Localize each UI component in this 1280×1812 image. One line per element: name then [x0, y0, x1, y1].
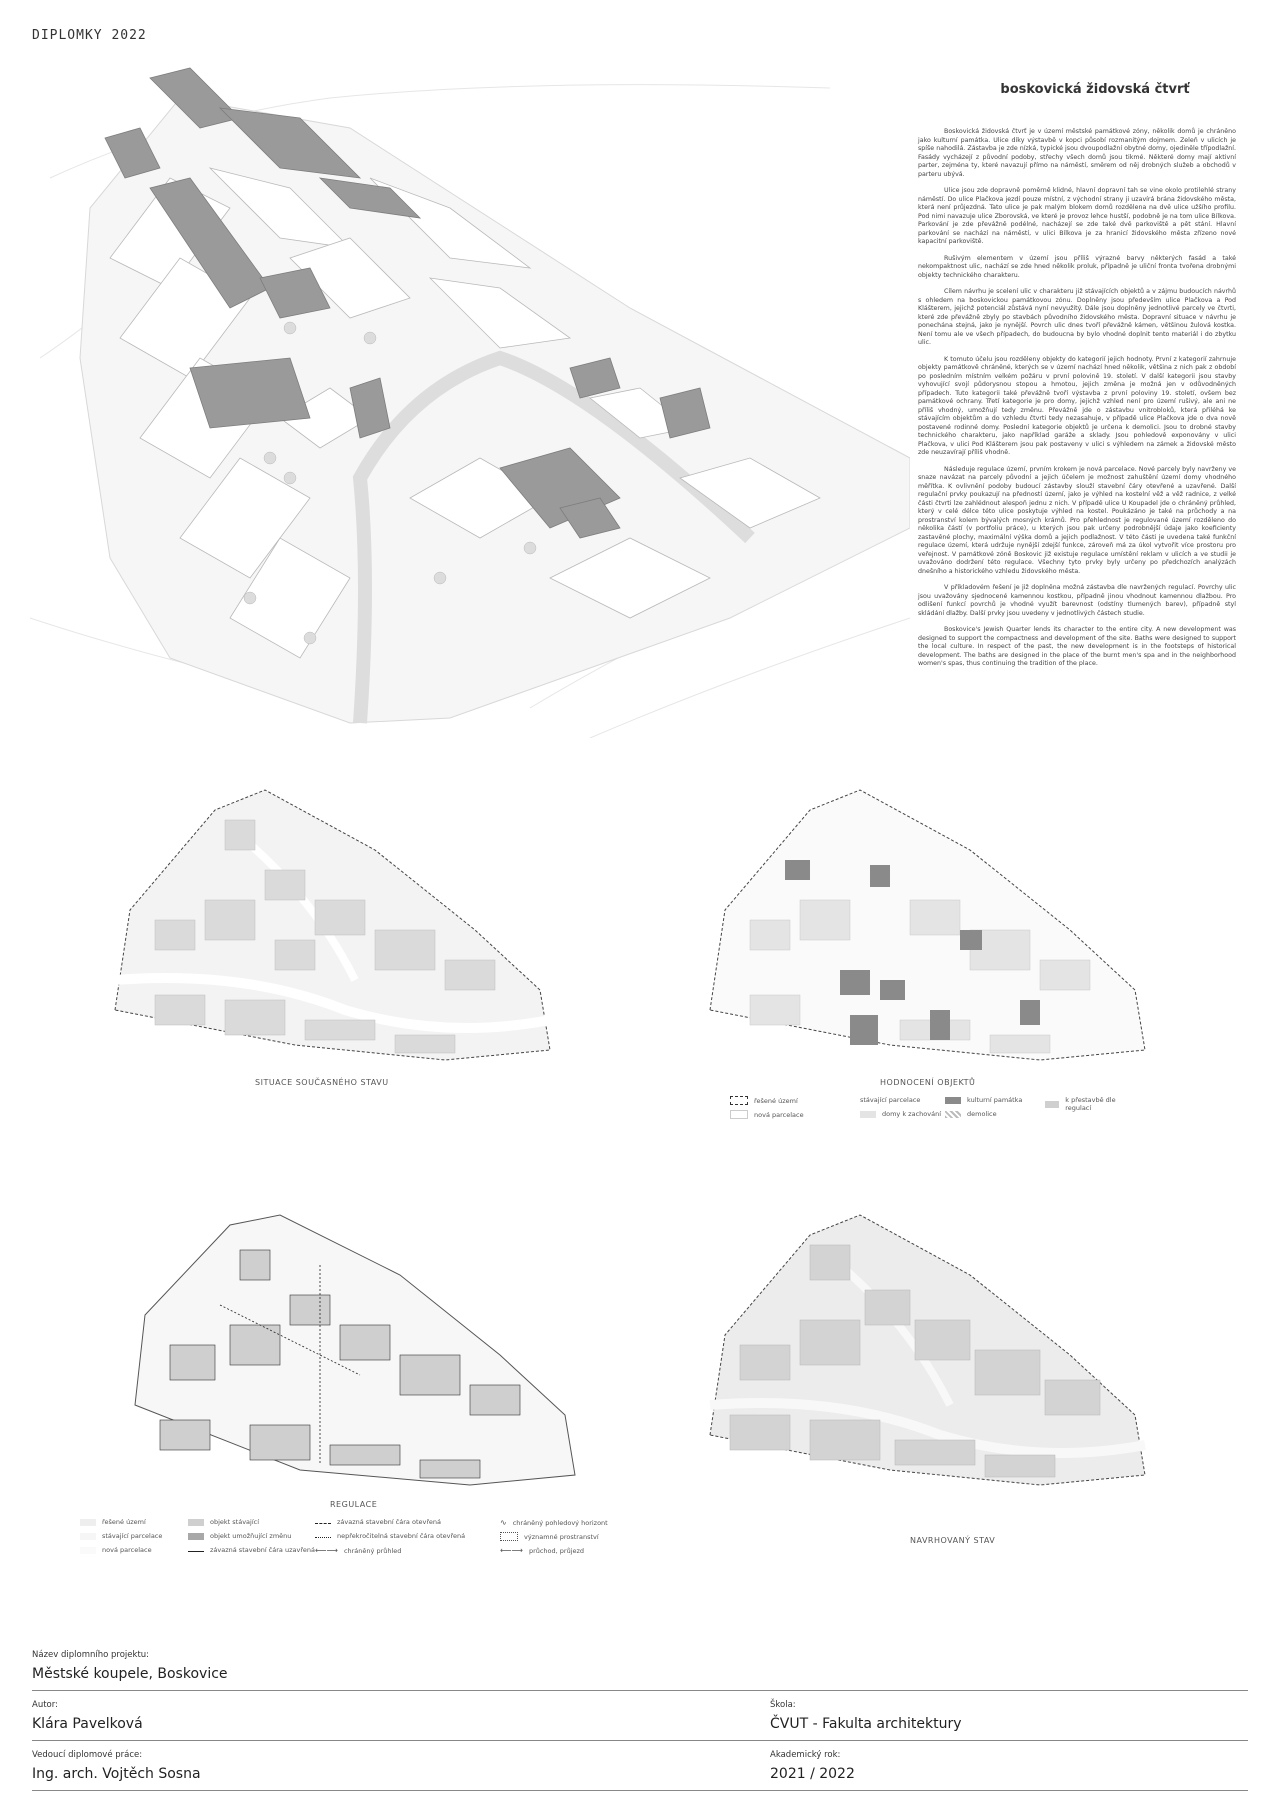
legend-item: objekt stávající — [188, 1518, 259, 1526]
article-title: boskovická židovská čtvrť — [1000, 82, 1190, 97]
map-current-caption: SITUACE SOUČASNÉHO STAVU — [255, 1078, 389, 1087]
map-proposed-state — [690, 1205, 1160, 1495]
legend-item: ⟵⟶ chráněný průhled — [315, 1546, 402, 1555]
article-body — [918, 128, 1236, 677]
article-paragraph: V příkladovém řešení je již doplněna možná zástavba dle navržených regulací. Povrchy ulic jsou uvažovány sjednocené kamennou kostkou, případně jinou vhodnout kamennou dlažbou. Pro odlišení funkcí povrchů je vhodné využít barevnost (odstíny tlumených barev), případně styl skládání dlažby. Další prvky jsou uvedeny v jednotlivých částech studie. — [918, 584, 1236, 617]
article-paragraph: Následuje regulace území, prvním krokem je nová parcelace. Nové parcely byly navrženy ve snaze navázat na parcely původní a jejich účelem je možnost zahuštění území domy vhodného měřítka. K ovlivnění podoby budoucí zástavby slouží stavební čáry otevřené a uzavřené. Další regulační prvky poukazují na předností území, jako je výhled na kostelní věž a věž radnice, z velké části čtvrti lze zahlédnout alespoň jednu z nich. V případě ulice U Koupadel jde o chráněný průhled, který v celé délce této ulice poskytuje výhled na kostel. Poukázáno je také na průchody a na prostranství kolem bývalých mosných krámů. Pro přehlednost je regulované území rozděleno do několika částí (v portfoliu práce), u kterých jsou pak určeny podrobnější údaje jako koeficienty zastavěné plochy, maximální výška domů a jejich podlažnost. V této části je uvedena také funkční regulace území, která udržuje nynější zdejší funkce, zároveň má za úkol vytvořit více prostoru pro veřejnost. V památkové zóně Boskovic již existuje regulace umístění reklam v ulicích a ve studii je uvažováno dodržení této regulace. Všechny tyto prvky byly určeny po předchozích analýzách dnešního a historického vzhledu židovského města. — [918, 465, 1236, 575]
article-paragraph: Rušivým elementem v území jsou příliš výrazné barvy některých fasád a také nekompaktnost ulic, nachází se zde hned několik proluk, případně je uliční fronta tvořena drobnými objekty technického charakteru. — [918, 254, 1236, 279]
academic-year: 2021 / 2022 — [770, 1766, 855, 1782]
article-paragraph: Boskovická židovská čtvrť je v území městské památkové zóny, několik domů je chráněno jako kulturní památka. Ulice díky výstavbě v kopci působí rozmanitým dojmem. Zeleň v ulicích je spíše nahodilá. Zástavba je zde nízká, typické jsou dvoupodlažní obytné domy, ojediněle třípodlažní. Fasády vycházejí z původní podoby, střechy všech domů jsou tikmé. Některé domy mají aktivní parter, zejména ty, které navazují přímo na náměstí, směrem od něj drobných služeb a obchodů v parteru ubývá. — [918, 128, 1236, 178]
legend-item: nová parcelace — [80, 1546, 152, 1554]
project-name: Městské koupele, Boskovice — [32, 1666, 228, 1682]
axonometric-view — [30, 58, 910, 738]
legend-item: domy k zachování — [860, 1110, 941, 1118]
legend-item: objekt umožňující změnu — [188, 1532, 291, 1540]
divider — [32, 1690, 1248, 1691]
legend-item: nepřekročitelná stavební čára otevřená — [315, 1532, 465, 1540]
legend-item: řešené území — [730, 1096, 798, 1105]
legend-item: stávající parcelace — [80, 1532, 162, 1540]
legend-item: řešené území — [80, 1518, 146, 1526]
author-name: Klára Pavelková — [32, 1716, 143, 1732]
map-evaluation-caption: HODNOCENÍ OBJEKTŮ — [880, 1078, 976, 1087]
article-paragraph: K tomuto účelu jsou rozděleny objekty do kategorií jejich hodnoty. První z kategorií zahrnuje objekty památkově chráněné, kterých se v území nachází hned několik, většina z nich pak z období po posledním místním velkém požáru v první polovině 19. století. V další kategorii jsou stavby vyhovující svojí půdorysnou stopou a hmotou, jejich změna je možná jen v odůvodněných případech. Tuto kategorii také převážně tvoří výstavba z první poloviny 19. století, ovšem bez památkové ochrany. Třetí kategorie je pro domy, jejichž vzhled není pro území rušivý, ale ani ne příliš vhodný, umožňují tedy změnu. Převážně jde o zástavbu vnitrobloků, která přiléhá ke stávajícím objektům a do vzhledu čtvrti tedy nezasahuje, v případě ulice Plačkova jde o dva nově postavené rodinné domy. Poslední kategorie objektů je určena k demolici. Jsou to drobné stavby technického charakteru, jako například garáže a sklady. Jsou pohledově exponovány v ulici Plačkova, v ulici Pod Klášterem jsou pak postaveny v ulici s výhledem na zámek a židovské město zde neuzavírají příliš vhodně. — [918, 355, 1236, 456]
legend-item: významné prostranství — [500, 1532, 599, 1541]
article-paragraph: Ulice jsou zde dopravně poměrně klidné, hlavní dopravní tah se vine okolo protilehlé strany náměstí. Do ulice Plačkova jezdí pouze místní, z východní strany ji uzavírá brána židovského města, která není průjezdná. Tato ulice je pak malým blokem domů rozdělena na dvě ulice užšího profilu. Pod nimi navazuje ulice Zborovská, ve které je provoz lehce hustší, podobně je na tom ulice Bílkova. Parkování je zde převážně podélné, nacházejí se zde také dvě parkoviště a pět stání. Hlavní parkování se nachází na náměstí, v ulici Bílkova je za hranicí židovského města zřízeno nové kapacitní parkoviště. — [918, 187, 1236, 245]
page-header: DIPLOMKY 2022 — [32, 28, 147, 43]
year-label: Akademický rok: — [770, 1750, 841, 1760]
divider — [32, 1740, 1248, 1741]
legend-item: ∿ chráněný pohledový horizont — [500, 1518, 608, 1527]
school-label: Škola: — [770, 1700, 796, 1710]
school-name: ČVUT - Fakulta architektury — [770, 1716, 962, 1732]
author-label: Autor: — [32, 1700, 58, 1710]
map-regulation-caption: REGULACE — [330, 1500, 378, 1509]
legend-item: závazná stavební čára uzavřená — [188, 1546, 315, 1554]
map-regulation — [120, 1205, 590, 1495]
legend-item: k přestavbě dle regulací — [1045, 1096, 1135, 1112]
regulation-legend — [80, 1518, 640, 1598]
article-paragraph: Boskovice's Jewish Quarter lends its character to the entire city. A new development was designed to support the compactness and development of the site. Baths were designed to support the local culture. In respect of the past, the new development is in the footsteps of historical development. The baths are designed in the place of the burnt men's spa and in the neighborhood women's spas, thus continuing the tradition of the place. — [918, 626, 1236, 667]
supervisor-label: Vedoucí diplomové práce: — [32, 1750, 143, 1760]
legend-item: kulturní památka — [945, 1096, 1022, 1104]
evaluation-legend — [730, 1096, 1150, 1156]
supervisor-name: Ing. arch. Vojtěch Sosna — [32, 1766, 201, 1782]
divider — [32, 1790, 1248, 1791]
map-evaluation — [690, 780, 1160, 1070]
legend-item: stávající parcelace — [860, 1096, 921, 1104]
map-proposed-caption: NAVRHOVANÝ STAV — [910, 1536, 996, 1545]
legend-item: nová parcelace — [730, 1110, 804, 1119]
legend-item: závazná stavební čára otevřená — [315, 1518, 441, 1526]
map-current-state — [95, 780, 565, 1070]
legend-item: demolice — [945, 1110, 997, 1118]
legend-item: ⟵⟶ průchod, průjezd — [500, 1546, 585, 1555]
article-paragraph: Cílem návrhu je scelení ulic v charakteru již stávajících objektů a v zájmu budoucích návrhů s ohledem na boskovickou památkovou zónu. Doplněny jsou především ulice Plačkova a Pod Klášterem, jejichž potenciál zůstává nyní nevyužitý. Dále jsou doplněny jednotlivé parcely ve čtvrti, které zde převážně zbyly po stavbách původního židovského města. Dopravní situace v návrhu je ponechána stejná, jako je nynější. Povrch ulic dnes tvoří převážně kámen, většinou žulová kostka. Není tomu ale ve všech případech, do budoucna by bylo vhodné doplnit tento materiál i do zbytku ulic. — [918, 288, 1236, 346]
project-label: Název diplomního projektu: — [32, 1650, 150, 1660]
